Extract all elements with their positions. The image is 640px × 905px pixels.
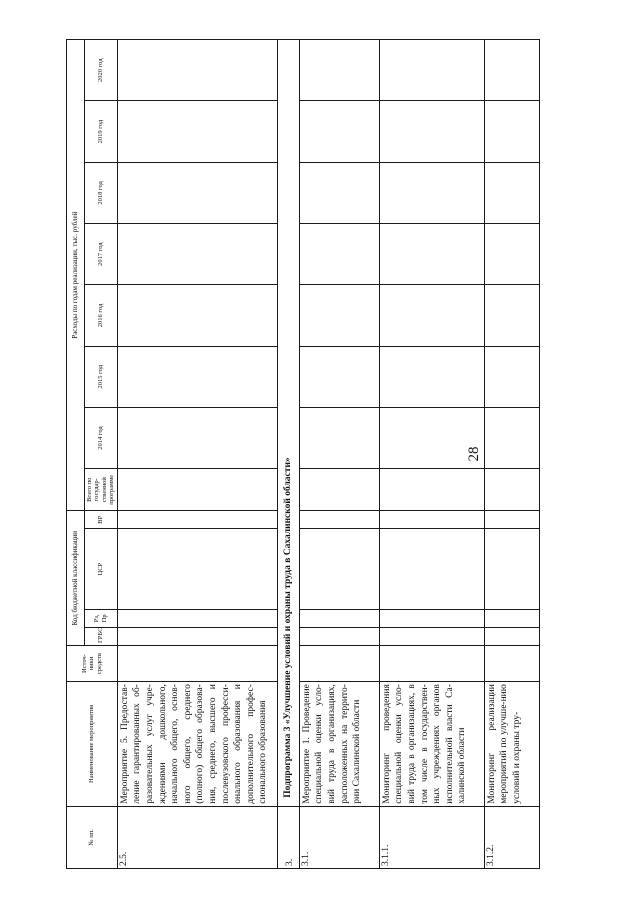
header-expenses-by-year: Расходы по годам реализации, тыс. рублей [67,40,85,511]
subprogram-title: Подпрограмма 3 «Улучшение условий и охраны труда в Сахалинской области» [277,40,299,807]
row-name: Мониторинг реализации мероприятий по улучше-нию условий и охраны тру- [484,682,539,807]
header-csr: ЦСР [85,529,118,609]
header-budget-classification: Код бюджетной классификации [67,511,85,646]
header-year-2015: 2015 год [85,346,118,407]
header-year-2017: 2017 год [85,224,118,285]
row-number: 3.1.1. [379,806,484,868]
header-grbs: ГРБС [85,627,118,645]
header-total: Всего по государ-ственной программе [85,469,118,511]
header-source: Источ-ники средств [67,645,118,681]
row-number: 3. [277,806,299,868]
row-name: Мероприятие 5. Предостав-ление гарантированных об-разовательных услуг учре-ждениями дошкольного, начального общего, основ-ного общего, среднего (полного) общего образова-ния, среднего, высшего и послевузовского професси-онального образования и дополнительного профес-сионального образования [117,682,277,807]
header-year-2016: 2016 год [85,285,118,346]
row-number: 2.5. [117,806,277,868]
page-number: 28 [466,446,482,462]
row-name: Мониторинг проведения специальной оценки усло-вий труда в организациях, в том числе в государствен-ных учреждениях органов исполнительной власти Са-халинской области [379,682,484,807]
header-name: Наименование мероприятия [67,682,118,807]
table-row [484,40,539,869]
header-number: № пп. [67,806,118,868]
table-row [117,40,277,869]
header-year-2019: 2019 год [85,101,118,162]
subprogram-row [277,40,299,869]
table-row [299,40,379,869]
header-year-2020: 2020 год [85,40,118,101]
row-number: 3.1.2. [484,806,539,868]
row-name: Мероприятие 1. Проведение специальной оценки усло-вий труда в организациях, расположенных на террито-рии Сахалинской области [299,682,379,807]
header-rzpr: Рз, Пр [85,609,118,627]
header-vr: ВР [85,511,118,529]
row-number: 3.1. [299,806,379,868]
header-year-2018: 2018 год [85,162,118,223]
rotated-page [66,39,548,869]
header-year-2014: 2014 год [85,407,118,468]
